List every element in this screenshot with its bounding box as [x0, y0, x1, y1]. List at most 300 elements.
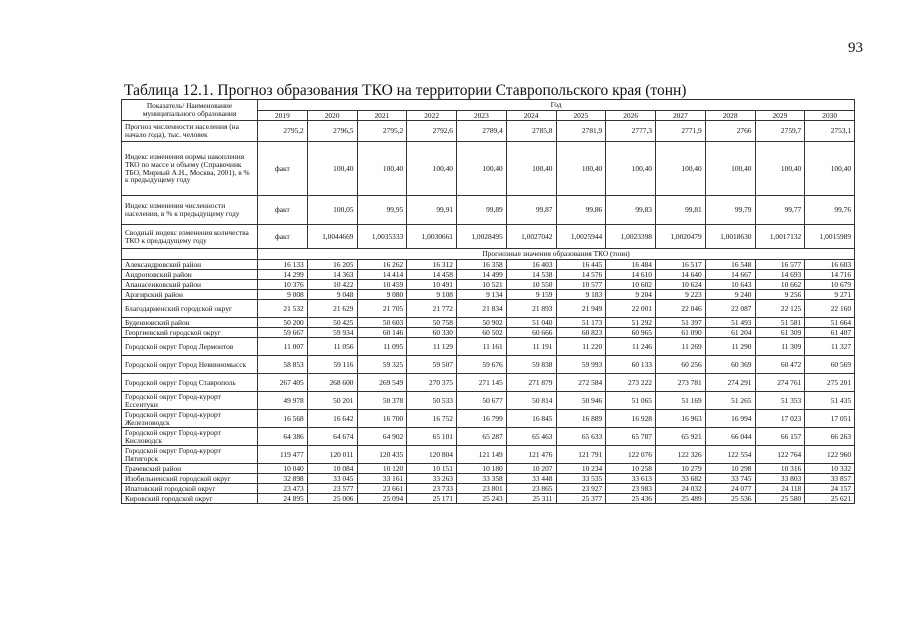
tko-value-cell: 120 435 [357, 446, 407, 464]
indicator-value-cell: 99,81 [656, 196, 706, 225]
tko-value-cell: 21 629 [307, 300, 357, 318]
tko-value-cell: 17 023 [755, 410, 805, 428]
indicator-value-cell: 1,0027042 [506, 225, 556, 249]
tko-value-cell: 33 745 [705, 474, 755, 484]
tko-value-cell: 51 169 [656, 392, 706, 410]
municipality-name: Изобильненский городской округ [122, 474, 258, 484]
tko-value-cell: 50 200 [258, 318, 308, 328]
tko-value-cell: 22 001 [606, 300, 656, 318]
tko-value-cell: 14 299 [258, 270, 308, 280]
tko-value-cell: 22 046 [656, 300, 706, 318]
year-cell: 2030 [805, 111, 855, 121]
indicator-value-cell: 1,0044669 [307, 225, 357, 249]
tko-value-cell: 269 549 [357, 374, 407, 392]
tko-value-cell: 61 407 [805, 328, 855, 338]
tko-value-cell: 10 679 [805, 280, 855, 290]
tko-value-cell: 11 269 [656, 338, 706, 356]
municipality-row [122, 270, 855, 280]
municipality-row [122, 356, 855, 374]
tko-value-cell: 25 621 [805, 494, 855, 504]
tko-value-cell: 14 610 [606, 270, 656, 280]
tko-value-cell: 10 084 [307, 464, 357, 474]
indicator-row [122, 196, 855, 225]
indicator-value-cell: 100,40 [705, 142, 755, 196]
municipality-name: Буденновский район [122, 318, 258, 328]
municipality-name: Арзгирский район [122, 290, 258, 300]
tko-value-cell: 10 521 [457, 280, 507, 290]
tko-value-cell: 33 803 [755, 474, 805, 484]
tko-value-cell: 9 008 [258, 290, 308, 300]
tko-value-cell: 10 624 [656, 280, 706, 290]
tko-value-cell: 60 502 [457, 328, 507, 338]
indicator-value-cell: 1,0035333 [357, 225, 407, 249]
municipality-row [122, 290, 855, 300]
indicator-header: Показатель/ Наименование муниципального образования [122, 100, 258, 121]
municipality-row [122, 410, 855, 428]
year-cell: 2024 [506, 111, 556, 121]
indicator-base-cell: факт [258, 225, 308, 249]
tko-value-cell: 16 889 [556, 410, 606, 428]
tko-value-cell: 51 065 [606, 392, 656, 410]
tko-value-cell: 51 581 [755, 318, 805, 328]
tko-value-cell: 25 311 [506, 494, 556, 504]
tko-value-cell: 16 994 [705, 410, 755, 428]
municipality-row [122, 494, 855, 504]
tko-value-cell: 51 292 [606, 318, 656, 328]
tko-value-cell: 22 160 [805, 300, 855, 318]
tko-value-cell: 61 090 [656, 328, 706, 338]
tko-value-cell: 50 201 [307, 392, 357, 410]
municipality-name: Городской округ Город-курорт Пятигорск [122, 446, 258, 464]
municipality-name: Городской округ Город-курорт Ессентуки [122, 392, 258, 410]
municipality-row [122, 318, 855, 328]
tko-value-cell: 10 491 [407, 280, 457, 290]
indicator-value-cell: 99,95 [357, 196, 407, 225]
municipality-name: Ипатовский городской округ [122, 484, 258, 494]
indicator-value-cell: 99,76 [805, 196, 855, 225]
tko-value-cell: 51 040 [506, 318, 556, 328]
tko-value-cell: 65 287 [457, 428, 507, 446]
indicator-value-cell: 2796,5 [307, 121, 357, 142]
indicator-value-cell: 99,91 [407, 196, 457, 225]
tko-value-cell: 51 353 [755, 392, 805, 410]
tko-value-cell: 9 271 [805, 290, 855, 300]
tko-value-cell: 121 149 [457, 446, 507, 464]
tko-value-cell: 25 536 [705, 494, 755, 504]
tko-value-cell: 275 201 [805, 374, 855, 392]
tko-value-cell: 24 895 [258, 494, 308, 504]
tko-value-cell: 33 448 [506, 474, 556, 484]
tko-value-cell: 50 425 [307, 318, 357, 328]
tko-value-cell: 10 207 [506, 464, 556, 474]
indicator-value-cell: 99,83 [606, 196, 656, 225]
tko-value-cell: 25 243 [457, 494, 507, 504]
year-cell: 2023 [457, 111, 507, 121]
municipality-row [122, 328, 855, 338]
tko-value-cell: 21 834 [457, 300, 507, 318]
indicator-value-cell: 100,05 [307, 196, 357, 225]
tko-value-cell: 16 700 [357, 410, 407, 428]
tko-value-cell: 11 007 [258, 338, 308, 356]
year-cell: 2025 [556, 111, 606, 121]
tko-value-cell: 10 332 [805, 464, 855, 474]
municipality-name: Александровский район [122, 260, 258, 270]
municipality-name: Благодарненский городской округ [122, 300, 258, 318]
year-cell: 2022 [407, 111, 457, 121]
tko-value-cell: 60 472 [755, 356, 805, 374]
tko-value-cell: 61 309 [755, 328, 805, 338]
tko-value-cell: 32 898 [258, 474, 308, 484]
indicator-row [122, 121, 855, 142]
year-cell: 2027 [656, 111, 706, 121]
indicator-value-cell: 2781,9 [556, 121, 606, 142]
indicator-value-cell: 99,77 [755, 196, 805, 225]
tko-value-cell: 25 094 [357, 494, 407, 504]
tko-value-cell: 51 664 [805, 318, 855, 328]
indicator-value-cell: 100,40 [755, 142, 805, 196]
indicator-value-cell: 1,0017132 [755, 225, 805, 249]
tko-value-cell: 16 548 [705, 260, 755, 270]
tko-value-cell: 16 312 [407, 260, 457, 270]
municipality-row [122, 392, 855, 410]
indicator-value-cell: 1,0020479 [656, 225, 706, 249]
tko-value-cell: 11 095 [357, 338, 407, 356]
tko-value-cell: 60 369 [705, 356, 755, 374]
tko-value-cell: 16 445 [556, 260, 606, 270]
tko-value-cell: 271 879 [506, 374, 556, 392]
forecast-table [121, 99, 855, 504]
tko-value-cell: 11 191 [506, 338, 556, 356]
tko-value-cell: 66 157 [755, 428, 805, 446]
tko-value-cell: 270 375 [407, 374, 457, 392]
year-cell: 2026 [606, 111, 656, 121]
indicator-value-cell: 1,0018630 [705, 225, 755, 249]
tko-value-cell: 23 983 [606, 484, 656, 494]
tko-value-cell: 10 258 [606, 464, 656, 474]
tko-value-cell: 10 316 [755, 464, 805, 474]
tko-value-cell: 24 077 [705, 484, 755, 494]
indicator-value-cell: 1,0015989 [805, 225, 855, 249]
tko-value-cell: 268 600 [307, 374, 357, 392]
tko-value-cell: 65 101 [407, 428, 457, 446]
tko-value-cell: 50 603 [357, 318, 407, 328]
tko-value-cell: 59 667 [258, 328, 308, 338]
tko-value-cell: 22 125 [755, 300, 805, 318]
tko-value-cell: 25 489 [656, 494, 706, 504]
tko-value-cell: 59 116 [307, 356, 357, 374]
tko-value-cell: 50 758 [407, 318, 457, 328]
indicator-row [122, 142, 855, 196]
tko-value-cell: 50 946 [556, 392, 606, 410]
tko-value-cell: 10 040 [258, 464, 308, 474]
tko-value-cell: 23 661 [357, 484, 407, 494]
indicator-value-cell: 99,87 [506, 196, 556, 225]
municipality-row [122, 280, 855, 290]
indicator-value-cell: 1,0023398 [606, 225, 656, 249]
indicator-value-cell: 99,86 [556, 196, 606, 225]
section-label: Прогнозные значения образования ТКО (тонн) [258, 249, 855, 260]
tko-value-cell: 14 538 [506, 270, 556, 280]
tko-value-cell: 11 309 [755, 338, 805, 356]
tko-value-cell: 14 458 [407, 270, 457, 280]
tko-value-cell: 59 507 [407, 356, 457, 374]
tko-value-cell: 10 422 [307, 280, 357, 290]
tko-value-cell: 59 934 [307, 328, 357, 338]
municipality-name: Грачевский район [122, 464, 258, 474]
tko-value-cell: 16 262 [357, 260, 407, 270]
tko-value-cell: 122 326 [656, 446, 706, 464]
tko-value-cell: 33 682 [656, 474, 706, 484]
tko-value-cell: 16 568 [258, 410, 308, 428]
tko-value-cell: 274 761 [755, 374, 805, 392]
tko-value-cell: 22 087 [705, 300, 755, 318]
tko-value-cell: 51 173 [556, 318, 606, 328]
tko-value-cell: 58 853 [258, 356, 308, 374]
indicator-value-cell: 2777,3 [606, 121, 656, 142]
tko-value-cell: 10 577 [556, 280, 606, 290]
tko-value-cell: 274 291 [705, 374, 755, 392]
tko-value-cell: 11 129 [407, 338, 457, 356]
tko-value-cell: 9 183 [556, 290, 606, 300]
indicator-base-cell: факт [258, 142, 308, 196]
year-cell: 2019 [258, 111, 308, 121]
municipality-row [122, 428, 855, 446]
tko-value-cell: 25 436 [606, 494, 656, 504]
tko-value-cell: 61 204 [705, 328, 755, 338]
tko-value-cell: 14 576 [556, 270, 606, 280]
tko-value-cell: 120 804 [407, 446, 457, 464]
indicator-label: Индекс изменения нормы накопления ТКО по массе и объему (Справочник ТБО, Мирный А.Н., Москва, 2001), в % к предыдущему году [122, 142, 258, 196]
tko-value-cell: 21 893 [506, 300, 556, 318]
municipality-name: Апанасенковский район [122, 280, 258, 290]
municipality-name: Андроповский район [122, 270, 258, 280]
indicator-value-cell: 1,0030661 [407, 225, 457, 249]
tko-value-cell: 59 676 [457, 356, 507, 374]
tko-value-cell: 9 048 [307, 290, 357, 300]
tko-value-cell: 33 161 [357, 474, 407, 484]
section-empty-cell [122, 249, 258, 260]
tko-value-cell: 60 965 [606, 328, 656, 338]
indicator-label: Сводный индекс изменения количества ТКО к предыдущему году [122, 225, 258, 249]
municipality-row [122, 446, 855, 464]
tko-value-cell: 24 032 [656, 484, 706, 494]
tko-value-cell: 14 414 [357, 270, 407, 280]
indicator-value-cell: 100,40 [556, 142, 606, 196]
indicator-value-cell: 100,40 [656, 142, 706, 196]
tko-value-cell: 51 397 [656, 318, 706, 328]
tko-value-cell: 16 403 [506, 260, 556, 270]
tko-value-cell: 16 642 [307, 410, 357, 428]
municipality-row [122, 260, 855, 270]
tko-value-cell: 65 787 [606, 428, 656, 446]
tko-value-cell: 66 044 [705, 428, 755, 446]
indicator-value-cell: 2759,7 [755, 121, 805, 142]
table-title: Таблица 12.1. Прогноз образования ТКО на территории Ставропольского края (тонн) [124, 82, 687, 99]
municipality-row [122, 338, 855, 356]
tko-value-cell: 51 435 [805, 392, 855, 410]
tko-value-cell: 10 550 [506, 280, 556, 290]
tko-value-cell: 273 781 [656, 374, 706, 392]
indicator-label: Прогноз численности населения (на начало года), тыс. человек [122, 121, 258, 142]
municipality-row [122, 374, 855, 392]
tko-value-cell: 122 554 [705, 446, 755, 464]
tko-value-cell: 17 051 [805, 410, 855, 428]
tko-value-cell: 23 801 [457, 484, 507, 494]
tko-value-cell: 59 838 [506, 356, 556, 374]
tko-value-cell: 65 633 [556, 428, 606, 446]
tko-value-cell: 16 517 [656, 260, 706, 270]
tko-value-cell: 10 120 [357, 464, 407, 474]
tko-value-cell: 267 405 [258, 374, 308, 392]
tko-value-cell: 10 279 [656, 464, 706, 474]
indicator-value-cell: 100,40 [606, 142, 656, 196]
tko-value-cell: 16 603 [805, 260, 855, 270]
tko-value-cell: 271 145 [457, 374, 507, 392]
tko-value-cell: 33 613 [606, 474, 656, 484]
tko-value-cell: 122 764 [755, 446, 805, 464]
tko-value-cell: 9 240 [705, 290, 755, 300]
tko-value-cell: 60 256 [656, 356, 706, 374]
tko-value-cell: 11 056 [307, 338, 357, 356]
indicator-value-cell: 2785,8 [506, 121, 556, 142]
indicator-value-cell: 100,40 [307, 142, 357, 196]
year-cell: 2029 [755, 111, 805, 121]
tko-value-cell: 33 358 [457, 474, 507, 484]
indicator-value-cell: 100,40 [357, 142, 407, 196]
tko-value-cell: 24 157 [805, 484, 855, 494]
tko-value-cell: 11 327 [805, 338, 855, 356]
tko-value-cell: 33 857 [805, 474, 855, 484]
tko-value-cell: 50 902 [457, 318, 507, 328]
tko-value-cell: 16 133 [258, 260, 308, 270]
tko-value-cell: 272 584 [556, 374, 606, 392]
year-cell: 2021 [357, 111, 407, 121]
tko-value-cell: 51 265 [705, 392, 755, 410]
section-row [122, 249, 855, 260]
year-header: Год [258, 100, 855, 111]
indicator-value-cell: 2792,6 [407, 121, 457, 142]
tko-value-cell: 50 533 [407, 392, 457, 410]
tko-value-cell: 50 814 [506, 392, 556, 410]
tko-value-cell: 10 643 [705, 280, 755, 290]
tko-value-cell: 10 662 [755, 280, 805, 290]
tko-value-cell: 9 159 [506, 290, 556, 300]
tko-value-cell: 60 133 [606, 356, 656, 374]
tko-value-cell: 60 146 [357, 328, 407, 338]
tko-value-cell: 10 459 [357, 280, 407, 290]
tko-value-cell: 66 263 [805, 428, 855, 446]
tko-value-cell: 33 045 [307, 474, 357, 484]
tko-value-cell: 16 577 [755, 260, 805, 270]
indicator-value-cell: 1,0025944 [556, 225, 606, 249]
indicator-value-cell: 2789,4 [457, 121, 507, 142]
tko-value-cell: 16 963 [656, 410, 706, 428]
municipality-name: Георгиевский городской округ [122, 328, 258, 338]
municipality-name: Городской округ Город Ставрополь [122, 374, 258, 392]
tko-value-cell: 10 376 [258, 280, 308, 290]
tko-value-cell: 11 246 [606, 338, 656, 356]
indicator-value-cell: 99,79 [705, 196, 755, 225]
tko-value-cell: 11 290 [705, 338, 755, 356]
municipality-row [122, 464, 855, 474]
tko-value-cell: 23 927 [556, 484, 606, 494]
tko-value-cell: 33 535 [556, 474, 606, 484]
tko-value-cell: 16 928 [606, 410, 656, 428]
indicator-row [122, 225, 855, 249]
tko-value-cell: 16 358 [457, 260, 507, 270]
year-cell: 2028 [705, 111, 755, 121]
year-cell: 2020 [307, 111, 357, 121]
tko-value-cell: 51 493 [705, 318, 755, 328]
tko-value-cell: 21 949 [556, 300, 606, 318]
tko-value-cell: 60 330 [407, 328, 457, 338]
indicator-value-cell: 2766 [705, 121, 755, 142]
municipality-name: Городской округ Город-курорт Железноводск [122, 410, 258, 428]
indicator-label: Индекс изменения численности населения, в % к предыдущему году [122, 196, 258, 225]
tko-value-cell: 60 666 [506, 328, 556, 338]
tko-value-cell: 11 220 [556, 338, 606, 356]
tko-value-cell: 122 076 [606, 446, 656, 464]
tko-value-cell: 64 386 [258, 428, 308, 446]
tko-value-cell: 122 960 [805, 446, 855, 464]
tko-value-cell: 16 205 [307, 260, 357, 270]
tko-value-cell: 60 569 [805, 356, 855, 374]
indicator-value-cell: 100,40 [805, 142, 855, 196]
tko-value-cell: 14 693 [755, 270, 805, 280]
tko-value-cell: 14 363 [307, 270, 357, 280]
tko-value-cell: 25 006 [307, 494, 357, 504]
municipality-name: Городской округ Город Невинномысск [122, 356, 258, 374]
tko-value-cell: 16 799 [457, 410, 507, 428]
tko-value-cell: 16 845 [506, 410, 556, 428]
tko-value-cell: 11 161 [457, 338, 507, 356]
tko-value-cell: 23 473 [258, 484, 308, 494]
tko-value-cell: 9 256 [755, 290, 805, 300]
tko-value-cell: 65 463 [506, 428, 556, 446]
tko-value-cell: 21 532 [258, 300, 308, 318]
tko-value-cell: 23 733 [407, 484, 457, 494]
indicator-base-cell: факт [258, 196, 308, 225]
indicator-value-cell: 2795,2 [357, 121, 407, 142]
page-number: 93 [848, 40, 863, 56]
tko-value-cell: 120 011 [307, 446, 357, 464]
tko-value-cell: 10 180 [457, 464, 507, 474]
tko-value-cell: 121 476 [506, 446, 556, 464]
tko-value-cell: 10 151 [407, 464, 457, 474]
tko-value-cell: 25 580 [755, 494, 805, 504]
indicator-value-cell: 100,40 [457, 142, 507, 196]
tko-value-cell: 9 080 [357, 290, 407, 300]
tko-value-cell: 25 377 [556, 494, 606, 504]
tko-value-cell: 16 752 [407, 410, 457, 428]
tko-value-cell: 21 772 [407, 300, 457, 318]
tko-value-cell: 10 234 [556, 464, 606, 474]
tko-value-cell: 119 477 [258, 446, 308, 464]
tko-value-cell: 50 378 [357, 392, 407, 410]
municipality-row [122, 300, 855, 318]
tko-value-cell: 10 298 [705, 464, 755, 474]
municipality-name: Городской округ Город-курорт Кисловодск [122, 428, 258, 446]
tko-value-cell: 14 640 [656, 270, 706, 280]
tko-value-cell: 9 204 [606, 290, 656, 300]
tko-value-cell: 33 263 [407, 474, 457, 484]
tko-value-cell: 64 674 [307, 428, 357, 446]
municipality-name: Городской округ Город Лермонтов [122, 338, 258, 356]
indicator-value-cell: 99,89 [457, 196, 507, 225]
tko-value-cell: 14 667 [705, 270, 755, 280]
tko-value-cell: 23 577 [307, 484, 357, 494]
tko-value-cell: 49 978 [258, 392, 308, 410]
